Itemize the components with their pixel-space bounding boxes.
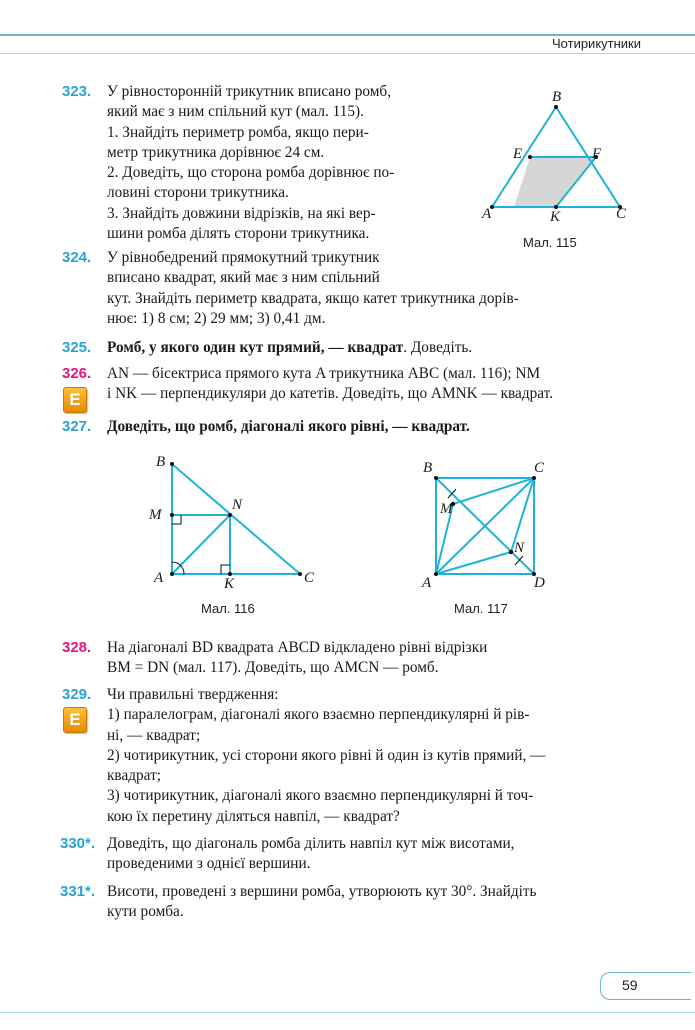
page-number: 59 [622, 977, 638, 993]
label-k: K [224, 576, 235, 592]
caption-115: Мал. 115 [523, 235, 577, 250]
problem-329-text: Чи правильні твердження: 1) паралелограм, діагоналі якого взаємно перпендикулярні й рів- ні, — квадрат; 2) чотирикутник, усі сторони якого рівні й один із кутів прямий, — квадрат; 3) чотирикутник, діагоналі якого взаємно перпендикулярні й точ- кою їх перетину діляться навпіл, — квадрат? [107, 686, 546, 825]
label-m: M [440, 501, 453, 517]
rhombus-fill [514, 157, 596, 207]
label-d: D [534, 575, 545, 591]
problem-323-text: У рівносторонній трикутник вписано ромб, який має з ним спільний кут (мал. 115). 1. Знайдіть периметр ромба, якщо пери- метр трикутника дорівнює 24 см. 2. Доведіть, що сторона ромба дорівнює по- ловині сторони трикутника. 3. Знайдіть довжини відрізків, на які вер- шини ромба ділять сторони трикутника. [107, 83, 395, 243]
label-a: A [422, 575, 432, 591]
problem-number-326: 326. [62, 365, 92, 382]
label-k: K [550, 209, 561, 225]
problem-326-text: AN — бісектриса прямого кута A трикутника ABC (мал. 116); NM і NK — перпендикуляри до катетів. Доведіть, що AMNK — квадрат. [107, 365, 554, 403]
problem-number-331: 331*. [60, 883, 96, 900]
label-c: C [304, 570, 315, 586]
problem-328-text: На діагоналі BD квадрата ABCD відкладено рівні відрізки BM = DN (мал. 117). Доведіть, що AMCN — ромб. [107, 639, 488, 677]
problem-number-323: 323. [62, 83, 92, 100]
label-a: A [154, 570, 164, 586]
figure-116 [140, 452, 330, 597]
problem-324-text: У рівнобедрений прямокутний трикутник вписано квадрат, який має з ним спільний кут. Знайдіть периметр квадрата, якщо катет трикутника дорів- нює: 1) 8 см; 2) 29 мм; 3) 0,41 дм. [107, 249, 519, 327]
problem-325-text: Ромб, у якого один кут прямий, — квадрат. Доведіть. [107, 339, 473, 356]
problem-330-text: Доведіть, що діагональ ромба ділить навпіл кут між висотами, проведеними з однієї вершини. [107, 835, 515, 873]
e-badge-329: E [63, 707, 87, 733]
triangle-abc [172, 464, 300, 574]
footer-rule [0, 1012, 695, 1013]
problem-number-329: 329. [62, 686, 92, 703]
e-badge-326: E [63, 387, 87, 413]
chapter-title: Чотирикутники [552, 36, 641, 51]
caption-116: Мал. 116 [201, 601, 255, 616]
problem-number-327: 327. [62, 418, 92, 435]
label-f: F [592, 146, 602, 162]
figure-115 [478, 85, 638, 245]
problem-327-text: Доведіть, що ромб, діагоналі якого рівні, — квадрат. [107, 418, 470, 435]
label-c: C [616, 206, 627, 222]
label-a: A [482, 206, 492, 222]
label-b: B [552, 89, 562, 105]
problem-number-324: 324. [62, 249, 92, 266]
label-n: N [514, 540, 525, 556]
label-n: N [232, 497, 243, 513]
angle-arc-1 [172, 562, 180, 565]
page-number-frame [600, 972, 691, 1000]
problem-number-325: 325. [62, 339, 92, 356]
label-b: B [423, 460, 433, 476]
problem-331-text: Висоти, проведені з вершини ромба, утворюють кут 30°. Знайдіть кути ромба. [107, 883, 537, 921]
problem-number-328: 328. [62, 639, 92, 656]
label-e: E [513, 146, 523, 162]
label-m: M [149, 507, 162, 523]
label-c: C [534, 460, 545, 476]
label-b: B [156, 454, 166, 470]
figure-117 [416, 452, 556, 597]
header-rule-lower [0, 53, 695, 54]
caption-117: Мал. 117 [454, 601, 508, 616]
problem-number-330: 330*. [60, 835, 96, 852]
